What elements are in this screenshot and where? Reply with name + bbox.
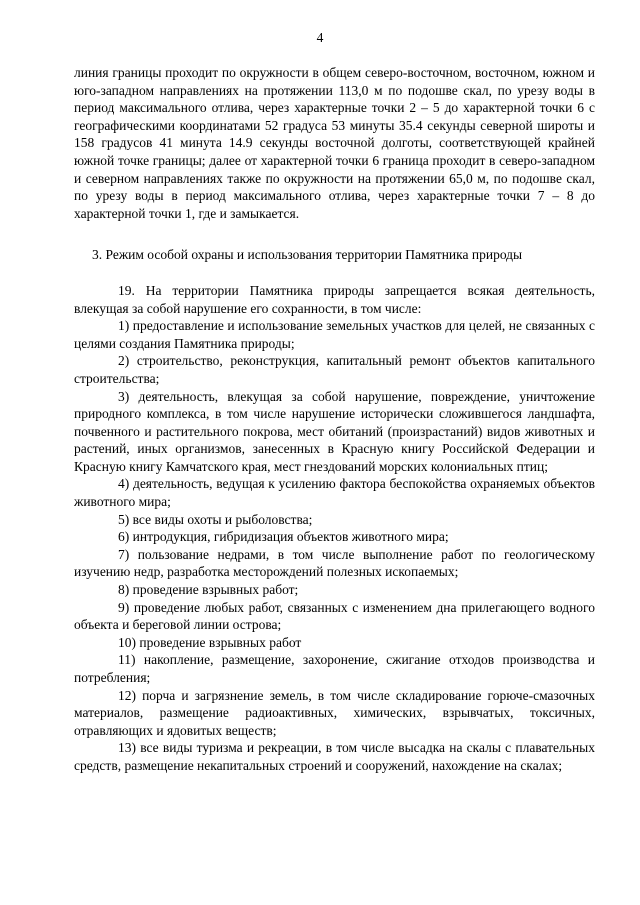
prohibition-item-8: 8) проведение взрывных работ; xyxy=(118,582,299,598)
prohibition-item-1: 1) предоставление и использование земельных участков для целей, не связанных с целями создания Памятника природы; xyxy=(74,318,595,351)
prohibition-item-11: 11) накопление, размещение, захоронение, сжигание отходов производства и потребления; xyxy=(74,652,595,685)
prohibition-item-7: 7) пользование недрами, в том числе выполнение работ по геологическому изучению недр, разработка месторождений полезных ископаемых; xyxy=(74,546,595,580)
section-heading: 3. Режим особой охраны и использования территории Памятника природы xyxy=(92,247,523,263)
boundary-description-paragraph: линия границы проходит по окружности в общем северо-восточном, восточном, южном и юго-западном направлениях на протяжении 113,0 м по подошве скал, по урезу воды в период максимального отлива, через характерные точки 2 – 5 до характерной точки 6 с географическими координатами 52 градуса 53 минуты 35.4 секунды северной широты и 158 градусов 41 минута 14.9 секунды восточной долготы, соответствующей крайней южной точке границы; далее от характерной точки 6 граница проходит в северо-западном и северном направлениях также по окружности на протяжении 65,0 м, по подошве скал, по урезу воды в период максимального отлива, через характерные точки 7 – 8 до характерной точки 1, где и замыкается. xyxy=(74,65,595,221)
page-number: 4 xyxy=(316,30,324,45)
document-body xyxy=(74,64,595,775)
prohibition-item-12: 12) порча и загрязнение земель, в том числе складирование горюче-смазочных материалов, размещение радиоактивных, химических, взрывчатых, токсичных, отравляющих и ядовитых веществ; xyxy=(74,687,595,738)
prohibition-item-3: 3) деятельность, влекущая за собой нарушение, повреждение, уничтожение природного комплекса, в том числе нарушение исторически сложившегося ландшафта, почвенного и растительного покрова, мест обитаний (произрастаний) видов животных и растений, иных организмов, занесенных в Красную книгу Российской Федерации и Красную книгу Камчатского края, мест гнездований морских колониальных птиц; xyxy=(74,388,595,474)
prohibition-item-9: 9) проведение любых работ, связанных с изменением дна прилегающего водного объекта и береговой линии острова; xyxy=(74,599,595,633)
prohibition-item-6: 6) интродукция, гибридизация объектов животного мира; xyxy=(118,529,449,545)
prohibition-item-4: 4) деятельность, ведущая к усилению фактора беспокойства охраняемых объектов животного мира; xyxy=(74,476,595,510)
article-19-paragraph: 19. На территории Памятника природы запрещается всякая деятельность, влекущая за собой нарушение его сохранности, в том числе: xyxy=(74,282,595,316)
prohibition-item-13: 13) все виды туризма и рекреации, в том числе высадка на скалы с плавательных средств, размещение некапитальных строений и сооружений, нахождение на скалах; xyxy=(74,740,595,773)
prohibition-item-5: 5) все виды охоты и рыболовства; xyxy=(118,511,313,527)
prohibition-item-10: 10) проведение взрывных работ xyxy=(118,634,302,650)
prohibition-item-2: 2) строительство, реконструкция, капитальный ремонт объектов капитального строительства; xyxy=(74,353,595,386)
